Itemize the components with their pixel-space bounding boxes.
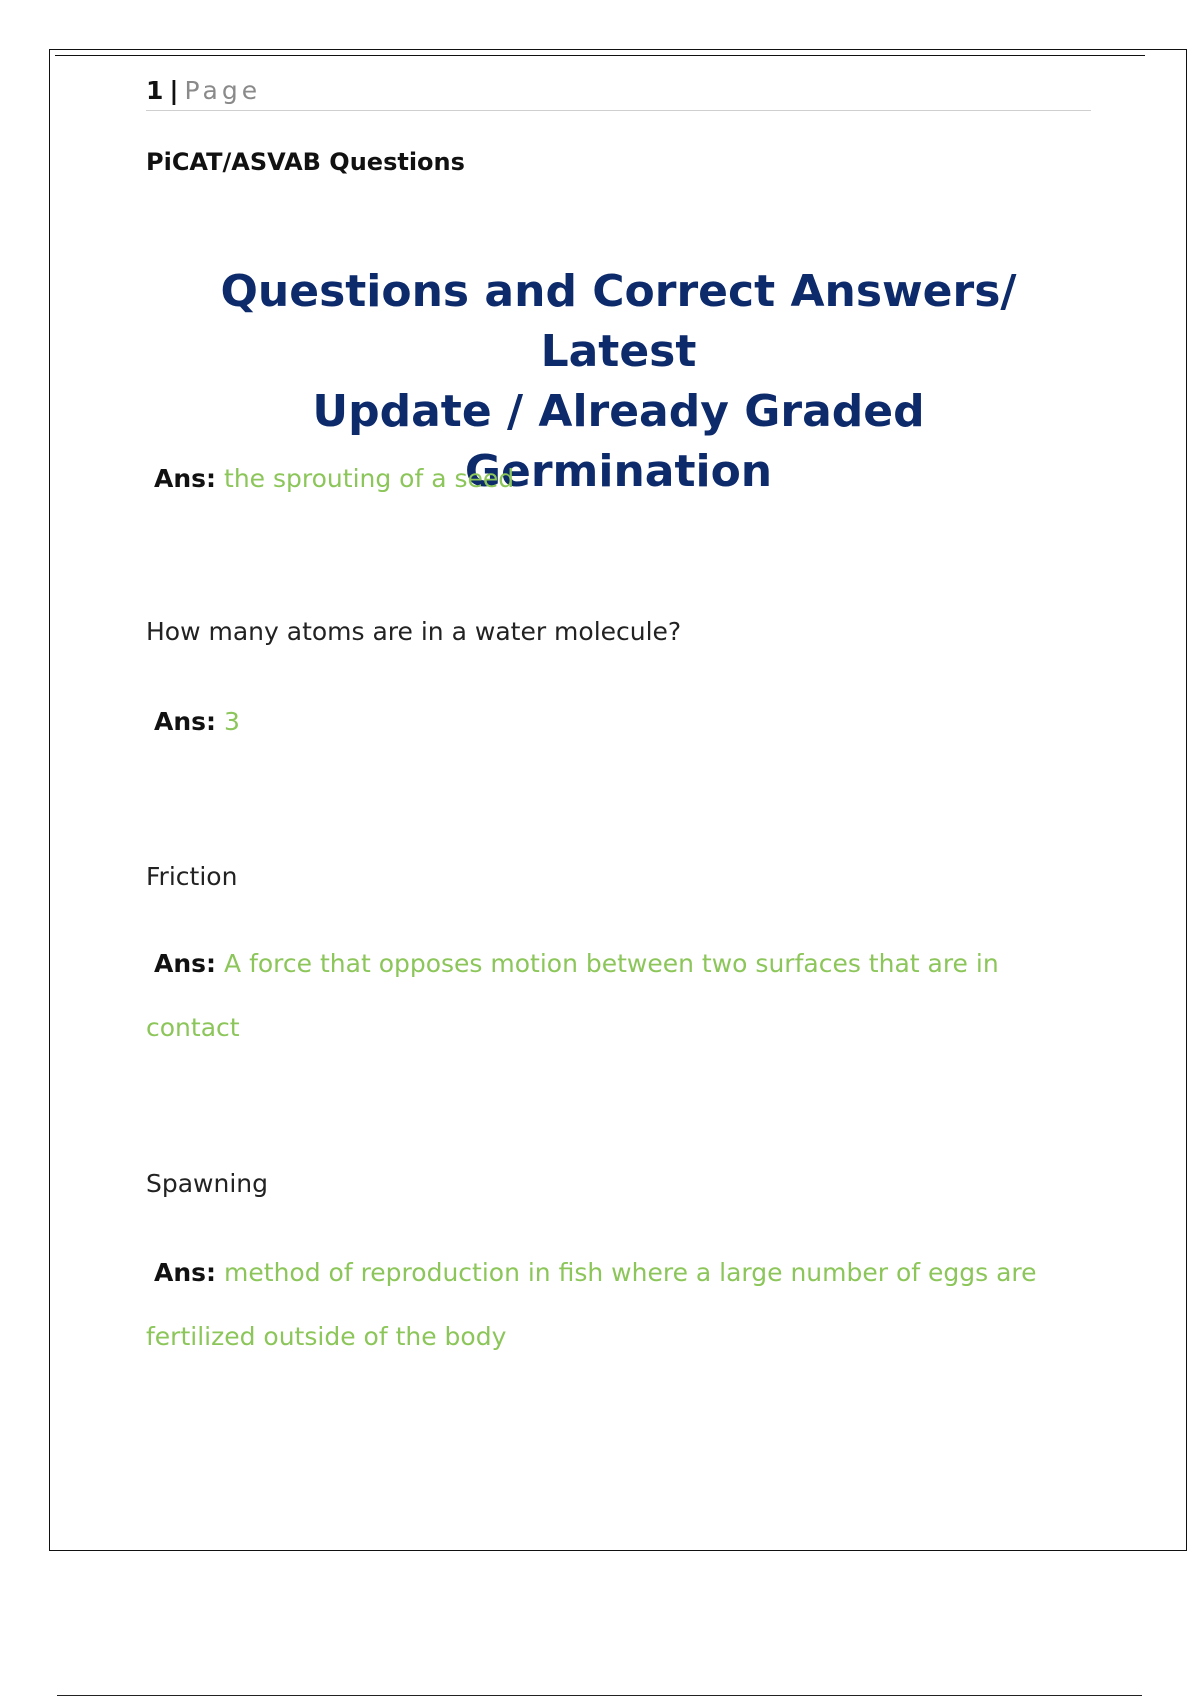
page-word: Page bbox=[184, 76, 262, 105]
answer-label: Ans: bbox=[154, 1258, 217, 1287]
answer-4 bbox=[146, 1241, 1076, 1369]
answer-text: the sprouting of a seed bbox=[224, 464, 515, 493]
bottom-rule bbox=[57, 1695, 1142, 1696]
answer-text: A force that opposes motion between two surfaces that are in contact bbox=[146, 949, 999, 1042]
title-line-3: Germination bbox=[464, 446, 773, 497]
title-line-1: Questions and Correct Answers/ Latest bbox=[220, 266, 1017, 377]
question-3: Friction bbox=[146, 862, 238, 891]
answer-label: Ans: bbox=[154, 707, 217, 736]
answer-text: method of reproduction in fish where a large number of eggs are fertilized outside of the body bbox=[146, 1258, 1037, 1351]
answer-label: Ans: bbox=[154, 949, 217, 978]
page-header bbox=[146, 74, 1091, 111]
question-2: How many atoms are in a water molecule? bbox=[146, 617, 682, 646]
top-rule bbox=[55, 55, 1145, 56]
answer-text: 3 bbox=[224, 707, 240, 736]
title-line-2: Update / Already Graded bbox=[312, 386, 925, 437]
answer-2 bbox=[146, 705, 240, 739]
document-subject: PiCAT/ASVAB Questions bbox=[146, 148, 465, 176]
page-separator: | bbox=[169, 76, 179, 105]
answer-label: Ans: bbox=[154, 464, 217, 493]
page-number: 1 bbox=[146, 76, 164, 105]
question-4: Spawning bbox=[146, 1169, 269, 1198]
answer-1 bbox=[146, 462, 514, 496]
answer-3 bbox=[146, 932, 1076, 1060]
